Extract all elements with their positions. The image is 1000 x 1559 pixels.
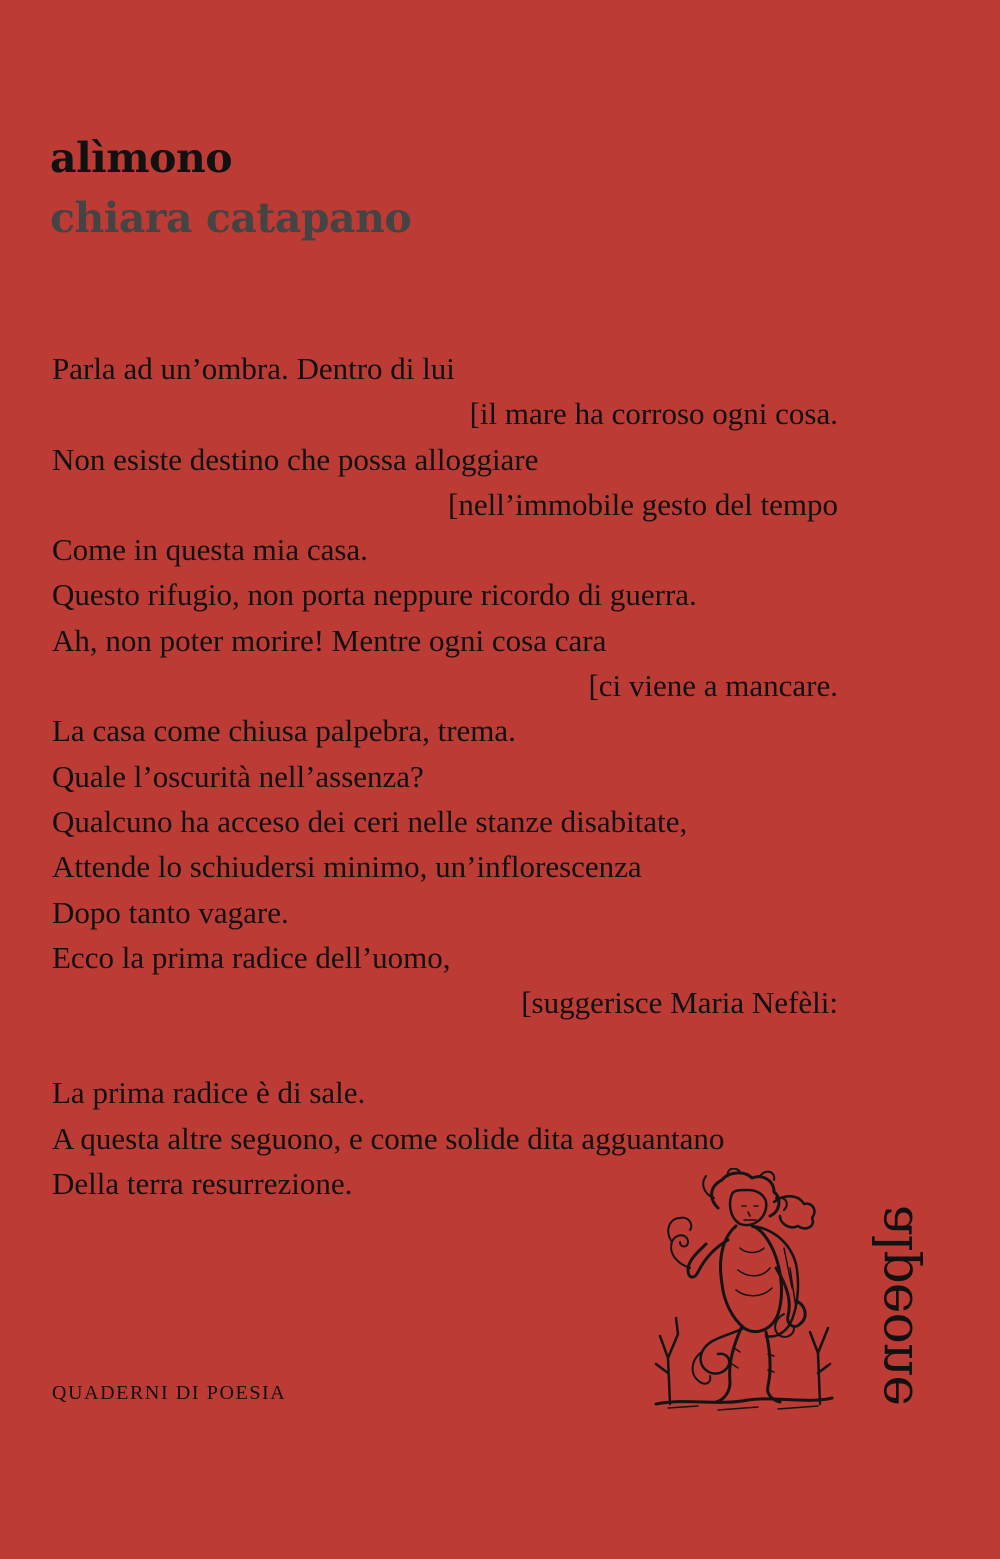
woodcut-figure-illustration <box>648 1168 838 1418</box>
poem-line: La casa come chiusa palpebra, trema. <box>52 713 516 749</box>
poem-line: [nell’immobile gesto del tempo <box>448 486 838 522</box>
poem-line: [ci viene a mancare. <box>588 668 838 704</box>
poem-line: Della terra resurrezione. <box>52 1166 353 1202</box>
poem <box>52 346 842 1206</box>
poem-line: [il mare ha corroso ogni cosa. <box>469 396 838 432</box>
stanza-break <box>52 1025 842 1070</box>
poem-line: Ecco la prima radice dell’uomo, <box>52 939 451 975</box>
publisher-logo-text: alpeone <box>865 1204 925 1406</box>
poem-line: Qualcuno ha acceso dei ceri nelle stanze disabitate, <box>52 803 688 839</box>
poem-line: La prima radice è di sale. <box>52 1075 366 1111</box>
poem-line: Quale l’oscurità nell’assenza? <box>52 758 424 794</box>
poem-line: Ah, non poter morire! Mentre ogni cosa cara <box>52 622 607 658</box>
series-name: QUADERNI DI POESIA <box>52 1382 287 1404</box>
poem-line: Non esiste destino che possa alloggiare <box>52 441 539 477</box>
poem-stanza-1 <box>52 346 842 1025</box>
poem-line: Parla ad un’ombra. Dentro di lui <box>52 351 455 386</box>
poem-line: A questa altre seguono, e come solide dita agguantano <box>52 1120 725 1156</box>
poem-line: Dopo tanto vagare. <box>52 894 289 930</box>
poem-line: Come in questa mia casa. <box>52 532 368 568</box>
poem-line: [suggerisce Maria Nefèli: <box>521 985 838 1021</box>
poem-line: Attende lo schiudersi minimo, un’inflorescenza <box>52 849 642 885</box>
book-title: alìmono <box>50 134 233 182</box>
poem-line: Questo rifugio, non porta neppure ricordo di guerra. <box>52 577 697 613</box>
book-author: chiara catapano <box>50 194 412 242</box>
publisher-logo <box>860 1195 930 1415</box>
